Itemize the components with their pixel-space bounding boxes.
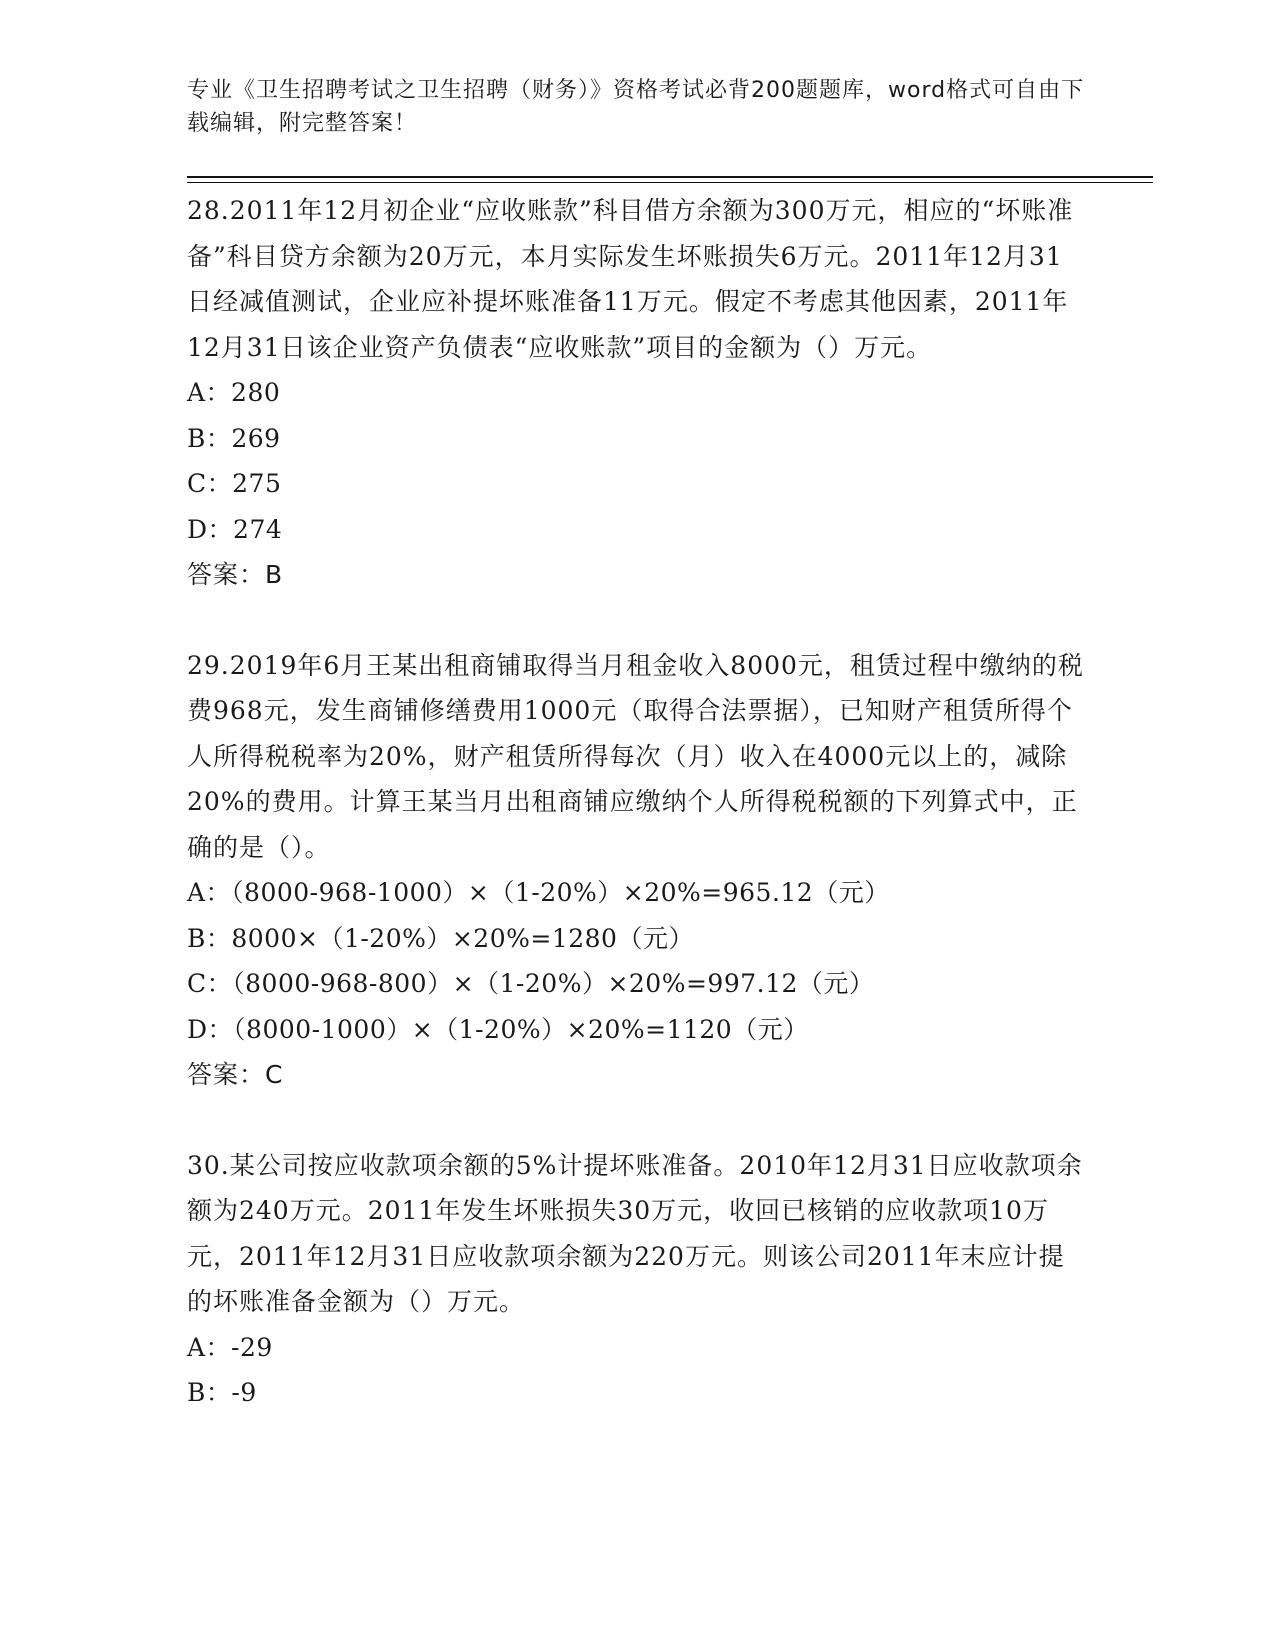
answer-label: 答案：C [187,1060,284,1089]
answer-label: 答案：B [187,560,284,589]
question-list [187,188,1087,1416]
option-b: B：-9 [187,1378,257,1407]
question-29 [187,643,1087,1098]
option-d: D：（8000-1000）×（1-20%）×20%=1120（元） [187,1014,809,1044]
header-rule-thick [187,176,1153,178]
option-b: B：269 [187,423,281,453]
option-a: A：280 [187,378,281,407]
question-stem: 29.2019年6月王某出租商铺取得当月租金收入8000元，租赁过程中缴纳的税费968元，发生商铺修缮费用1000元（取得合法票据），已知财产租赁所得个人所得税税率为20%，财产租赁所得每次（月）收入在4000元以上的，减除20%的费用。计算王某当月出租商铺应缴纳个人所得税税额的下列算式中，正确的是（）。 [187,650,1084,862]
question-stem: 30.某公司按应收款项余额的5%计提坏账准备。2010年12月31日应收款项余额为240万元。2011年发生坏账损失30万元，收回已核销的应收款项10万元，2011年12月31日应收款项余额为220万元。则该公司2011年末应计提的坏账准备金额为（）万元。 [187,1150,1083,1316]
page-header: 专业《卫生招聘考试之卫生招聘（财务）》资格考试必背200题题库，word格式可自由下载编辑，附完整答案！ [187,78,1085,136]
option-a: A：（8000-968-1000）×（1-20%）×20%=965.12（元） [187,878,890,907]
option-a: A：-29 [187,1332,273,1362]
option-c: C：（8000-968-800）×（1-20%）×20%=997.12（元） [187,969,875,998]
question-28 [187,188,1087,598]
option-d: D：274 [187,514,283,544]
header-rule-thin [187,182,1153,183]
option-c: C：275 [187,469,282,498]
option-b: B：8000×（1-20%）×20%=1280（元） [187,923,694,953]
question-stem: 28.2011年12月初企业“应收账款”科目借方余额为300万元，相应的“坏账准备”科目贷方余额为20万元，本月实际发生坏账损失6万元。2011年12月31日经减值测试，企业应补提坏账准备11万元。假定不考虑其他因素，2011年12月31日该企业资产负债表“应收账款”项目的金额为（）万元。 [187,196,1074,362]
question-30 [187,1143,1087,1416]
